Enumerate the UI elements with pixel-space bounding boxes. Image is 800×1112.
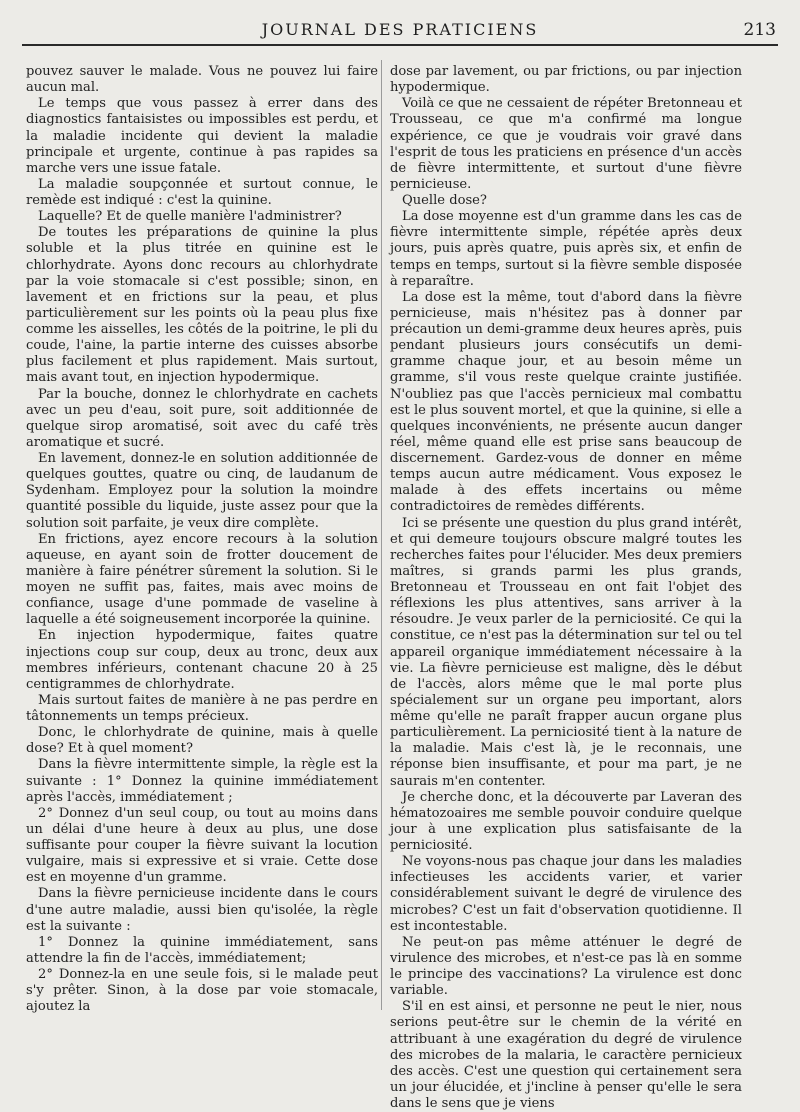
paragraph: pouvez sauver le malade. Vous ne pouvez lui faire aucun mal.: [26, 64, 378, 96]
paragraph: S'il en est ainsi, et personne ne peut le nier, nous serions peut-être sur le chemin de la vérité en attribuant à une exagération du degré de virulence des microbes de la malaria, le caractère pernicieux des accès. C'est une question qui certainement sera un jour élucidée, et j'incline à penser qu'elle le sera dans le sens que je viens: [390, 999, 742, 1111]
paragraph: La dose moyenne est d'un gramme dans les cas de fièvre intermittente simple, répétée après deux jours, puis après quatre, puis après six, et enfin de temps en temps, surtout si la fièvre semble disposée à reparaître.: [390, 209, 742, 289]
paragraph: Dans la fièvre pernicieuse incidente dans le cours d'une autre maladie, aussi bien qu'isolée, la règle est la suivante :: [26, 886, 378, 934]
page-number: 213: [743, 20, 776, 40]
column-divider: [381, 60, 382, 1010]
paragraph: Ici se présente une question du plus grand intérêt, et qui demeure toujours obscure malgré toutes les recherches faites pour l'élucider. Mes deux premiers maîtres, si grands parmi les plus grands, Bretonneau et Trousseau en ont fait l'objet des réflexions les plus attentives, sans arriver à la résoudre. Je veux parler de la perniciosité. Ce qui la constitue, ce n'est pas la détermination sur tel ou tel appareil organique immédiatement nécessaire à la vie. La fièvre pernicieuse est maligne, dès le début de l'accès, alors même que le mal porte plus spécialement sur un organe peu important, alors même qu'elle ne paraît frapper aucun organe plus particulièrement. La perniciosité tient à la nature de la maladie. Mais c'est là, je le reconnais, une réponse bien insuffisante, et pour ma part, je ne saurais m'en contenter.: [390, 515, 742, 789]
paragraph: Dans la fièvre intermittente simple, la règle est la suivante : 1° Donnez la quinine immédiatement après l'accès, immédiatement ;: [26, 757, 378, 805]
paragraph: Quelle dose?: [402, 193, 487, 208]
right-column: [390, 64, 742, 1112]
journal-title: JOURNAL DES PRATICIENS: [261, 20, 539, 39]
paragraph: Laquelle? Et de quelle manière l'administrer?: [38, 209, 342, 225]
paragraph: En frictions, ayez encore recours à la solution aqueuse, en ayant soin de frotter doucement de manière à faire pénétrer sûrement la solution. Si le moyen ne suffit pas, faites, mais avec moins de confiance, usage d'une pommade de vaseline à laquelle a été soigneusement incorporée la quinine.: [26, 531, 378, 628]
left-column: [26, 64, 378, 1015]
paragraph: Le temps que vous passez à errer dans des diagnostics fantaisistes ou impossibles est perdu, et la maladie incidente qui devient la maladie principale et urgente, continue à pas rapides sa marche vers une issue fatale.: [26, 96, 378, 176]
paragraph: En lavement, donnez-le en solution additionnée de quelques gouttes, quatre ou cinq, de laudanum de Sydenham. Employez pour la solution la moindre quantité possible du liquide, juste assez pour que la solution soit parfaite, je veux dire complète.: [26, 451, 378, 531]
running-header: [22, 14, 778, 46]
paragraph: Par la bouche, donnez le chlorhydrate en cachets avec un peu d'eau, soit pure, soit additionnée de quelque sirop aromatisé, soit avec du café très aromatique et sucré.: [26, 386, 378, 450]
paragraph: La maladie soupçonnée et surtout connue, le remède est indiqué : c'est la quinine.: [26, 176, 378, 208]
paragraph: Voilà ce que ne cessaient de répéter Bretonneau et Trousseau, ce que m'a confirmé ma longue expérience, ce que je voudrais voir gravé dans l'esprit de tous les praticiens en présence d'un accès de fièvre intermittente, et surtout d'une fièvre pernicieuse.: [390, 96, 742, 192]
paragraph: 2° Donnez-la en une seule fois, si le malade peut s'y prêter. Sinon, à la dose par voie stomacale, ajoutez la: [26, 967, 378, 1015]
paragraph: Ne voyons-nous pas chaque jour dans les maladies infectieuses les accidents varier, et varier considérablement suivant le degré de virulence des microbes? C'est un fait d'observation quotidienne. Il est incontestable.: [390, 854, 742, 934]
paragraph: La dose est la même, tout d'abord dans la fièvre pernicieuse, mais n'hésitez pas à donner par précaution un demi-gramme deux heures après, puis pendant plusieurs jours consécutifs un demi-gramme chaque jour, et au besoin même un gramme, s'il vous reste quelque crainte justifiée. N'oubliez pas que l'accès pernicieux mal combattu est le plus souvent mortel, et que la quinine, si elle a quelques inconvénients, ne présente aucun danger réel, même quand elle est prise sans beaucoup de discernement. Gardez-vous de donner en même temps aucun autre médicament. Vous exposez le malade à des effets incertains ou même contradictoires de remèdes différents.: [390, 289, 742, 515]
paragraph: Ne peut-on pas même atténuer le degré de virulence des microbes, et n'est-ce pas là en somme le principe des vaccinations? La virulence est donc variable.: [390, 934, 742, 999]
paragraph: dose par lavement, ou par frictions, ou par injection hypodermique.: [390, 64, 742, 96]
paragraph: Je cherche donc, et la découverte par Laveran des hématozoaires me semble pouvoir conduire quelque jour à une explication plus satisfaisante de la perniciosité.: [390, 789, 742, 853]
paragraph: 2° Donnez d'un seul coup, ou tout au moins dans un délai d'une heure à deux au plus, une dose suffisante pour couper la fièvre suivant la locution vulgaire, mais si expressive et si vraie. Cette dose est en moyenne d'un gramme.: [26, 805, 378, 886]
paragraph: En injection hypodermique, faites quatre injections coup sur coup, deux au tronc, deux aux membres inférieurs, contenant chacune 20 à 25 centigrammes de chlorhydrate.: [26, 628, 378, 692]
paragraph: 1° Donnez la quinine immédiatement, sans attendre la fin de l'accès, immédiatement;: [26, 934, 378, 966]
paragraph: Mais surtout faites de manière à ne pas perdre en tâtonnements un temps précieux.: [26, 692, 378, 724]
paragraph: Donc, le chlorhydrate de quinine, mais à quelle dose? Et à quel moment?: [26, 725, 378, 757]
paragraph: De toutes les préparations de quinine la plus soluble et la plus titrée en quinine est le chlorhydrate. Ayons donc recours au chlorhydrate par la voie stomacale si c'est possible; sinon, en lavement et en frictions sur la peau, et plus particulièrement sur les points où la peau plus fixe comme les aisselles, les côtés de la poitrine, le pli du coude, l'aine, la partie interne des cuisses absorbe plus facilement et plus rapidement. Mais surtout, mais avant tout, en injection hypodermique.: [26, 225, 379, 386]
